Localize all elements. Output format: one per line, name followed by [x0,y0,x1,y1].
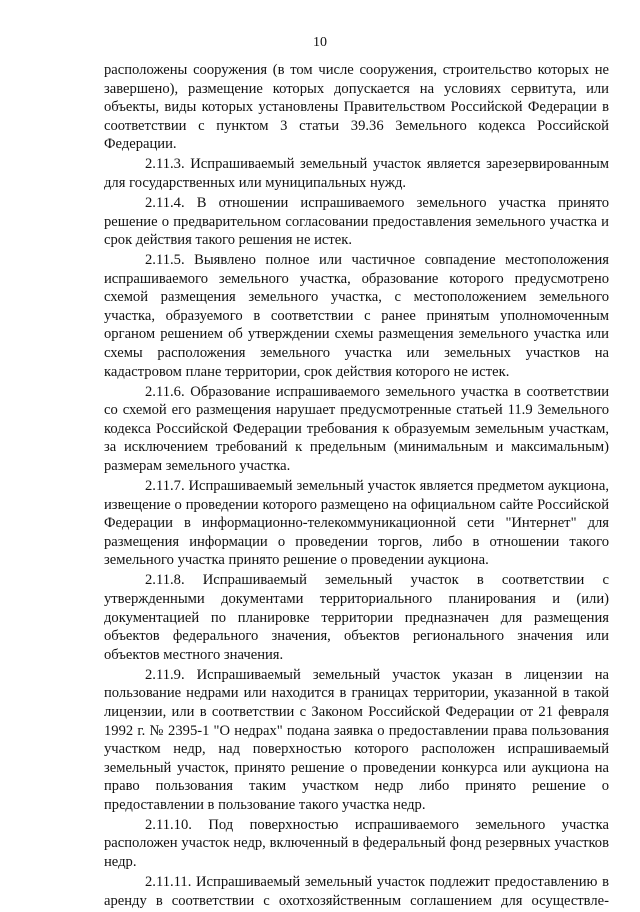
paragraph-2-11-6: 2.11.6. Образование испрашиваемого земельного участка в соответствии со схемой его размещения нарушает предусмотренные статьей 11.9 Земельного кодекса Российской Федерации требования к образуемым земельным участкам, за исключением требований к предельным (минимальным и максимальным) размерам земельного участка. [104,383,609,475]
page-number: 10 [313,35,327,50]
paragraph-2-11-4: 2.11.4. В отношении испрашиваемого земельного участка принято решение о предварительном согласовании предоставления земельного участка и срок действия такого решения не истек. [104,194,609,249]
document-body [104,61,609,912]
paragraph-2-11-3: 2.11.3. Испрашиваемый земельный участок является зарезервированным для государственных или муниципальных нужд. [104,156,609,191]
paragraph-2-11-8: 2.11.8. Испрашиваемый земельный участок в соответствии с утвержденными документами территориального планирования и (или) документацией по планировке территории предназначен для размещения объектов федерального значения, объектов регионального значения или объектов местного значения. [104,572,609,663]
paragraph-2-11-9: 2.11.9. Испрашиваемый земельный участок указан в лицензии на пользование недрами или находится в границах территории, указанной в такой лицензии, или в соответствии с Законом Российской Федерации от 21 февраля 1992 г. № 2395-1 "О недрах" подана заявка о предоставлении права пользования участком недр, над поверхностью которого расположен испрашиваемый земельный участок, принято решение о проведении конкурса или аукциона на право пользования таким участком недр либо принято решение о предоставлении в пользование такого участка недр. [104,666,609,813]
paragraph-2-11-7: 2.11.7. Испрашиваемый земельный участок является предметом аукциона, извещение о проведении которого размещено на официальном сайте Российской Федерации в информационно-телекоммуникационной сети "Интернет" для размещения информации о проведении торгов, либо в отношении такого земельного участка принято решение о проведении аукциона. [104,478,609,569]
paragraph-2-11-5: 2.11.5. Выявлено полное или частичное совпадение местоположения испрашиваемого земельного участка, образование которого предусмотрено схемой размещения земельного участка, с местоположением земельного участка, образуемого в соответствии с ранее принятым уполномоченным органом решением об утверждении схемы размещения земельного участка или схемы расположения земельного участка или земельных участков на кадастровом плане территории, срок действия которого не истек. [104,252,609,380]
paragraph-continuation: расположены сооружения (в том числе сооружения, строительство которых не завершено), размещение которых допускается на условиях сервитута, или объекты, виды которых установлены Правительством Российской Федерации в соответствии с пунктом 3 статьи 39.36 Земельного кодекса Российской Федерации. [104,62,609,153]
paragraph-2-11-11: 2.11.11. Испрашиваемый земельный участок подлежит предоставлению в аренду в соответствии с охотхозяйственным соглашением для осуществле- [104,874,609,909]
paragraph-2-11-10: 2.11.10. Под поверхностью испрашиваемого земельного участка расположен участок недр, включенный в федеральный фонд резервных участков недр. [104,816,609,871]
